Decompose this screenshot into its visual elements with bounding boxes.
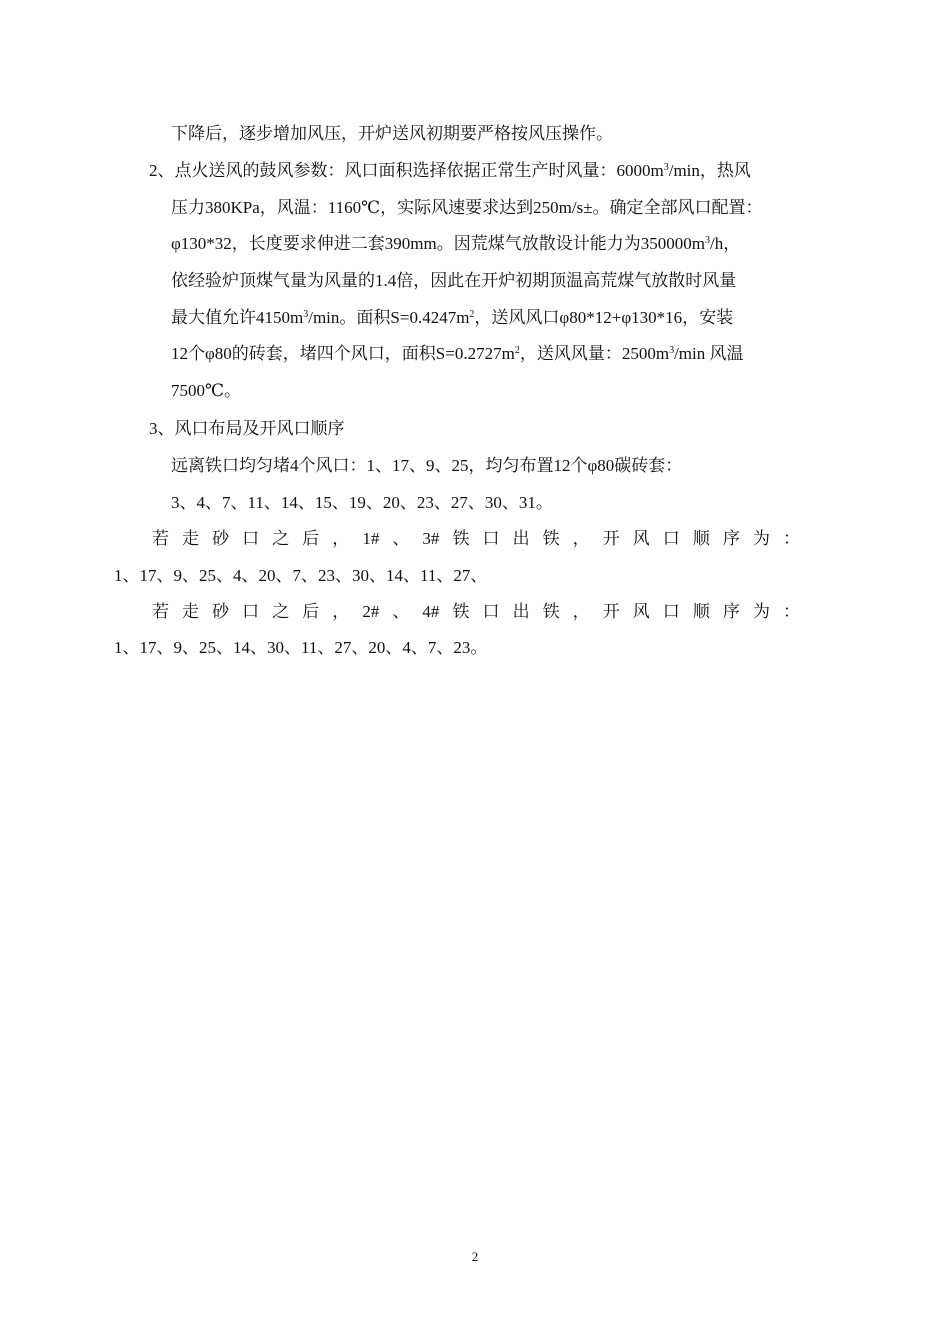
- section-heading: 3、风口布局及开风口顺序: [149, 419, 345, 438]
- text-line: 12个φ80的砖套，堵四个风口，面积$S=0.2727m^2$，送风风量：$2500m^3/\min$ 风温: [171, 344, 744, 363]
- text-line: 1、17、9、25、14、30、11、27、20、4、7、23。: [114, 638, 488, 657]
- text-line: 依经验炉顶煤气量为风量的1.4倍，因此在开炉初期顶温高荒煤气放散时风量: [171, 271, 737, 290]
- text-line: 2、点火送风的鼓风参数：风口面积选择依据正常生产时风量：$6000m^3/\min$，热风: [149, 161, 751, 180]
- text-line: 7500℃。: [171, 381, 242, 400]
- page-number: 2: [471, 1249, 479, 1264]
- text-line: φ130*32，长度要求伸进二套390mm。因荒煤气放散设计能力为$350000m^3/h$，: [171, 234, 741, 253]
- text-line: 下降后，逐步增加风压，开炉送风初期要严格按风压操作。: [171, 124, 613, 143]
- text-line: 若走砂口之后，2#、4#铁口出铁，开风口顺序为：: [152, 602, 800, 621]
- text-line: 最大值允许$4150m^3/\min$。面积$S=0.4247m^2$，送风风口φ80*12+φ130*16，安装: [171, 308, 734, 327]
- text-line: 若走砂口之后，1#、3#铁口出铁，开风口顺序为：: [152, 529, 800, 548]
- text-line: 3、4、7、11、14、15、19、20、23、27、30、31。: [171, 493, 553, 512]
- text-line: 远离铁口均匀堵4个风口：1、17、9、25，均匀布置12个φ80碳砖套：: [171, 456, 683, 475]
- text-line: 1、17、9、25、4、20、7、23、30、14、11、27、: [114, 566, 488, 585]
- text-line: 压力380KPa，风温：1160℃，实际风速要求达到250m/s±。确定全部风口配置：: [171, 198, 763, 217]
